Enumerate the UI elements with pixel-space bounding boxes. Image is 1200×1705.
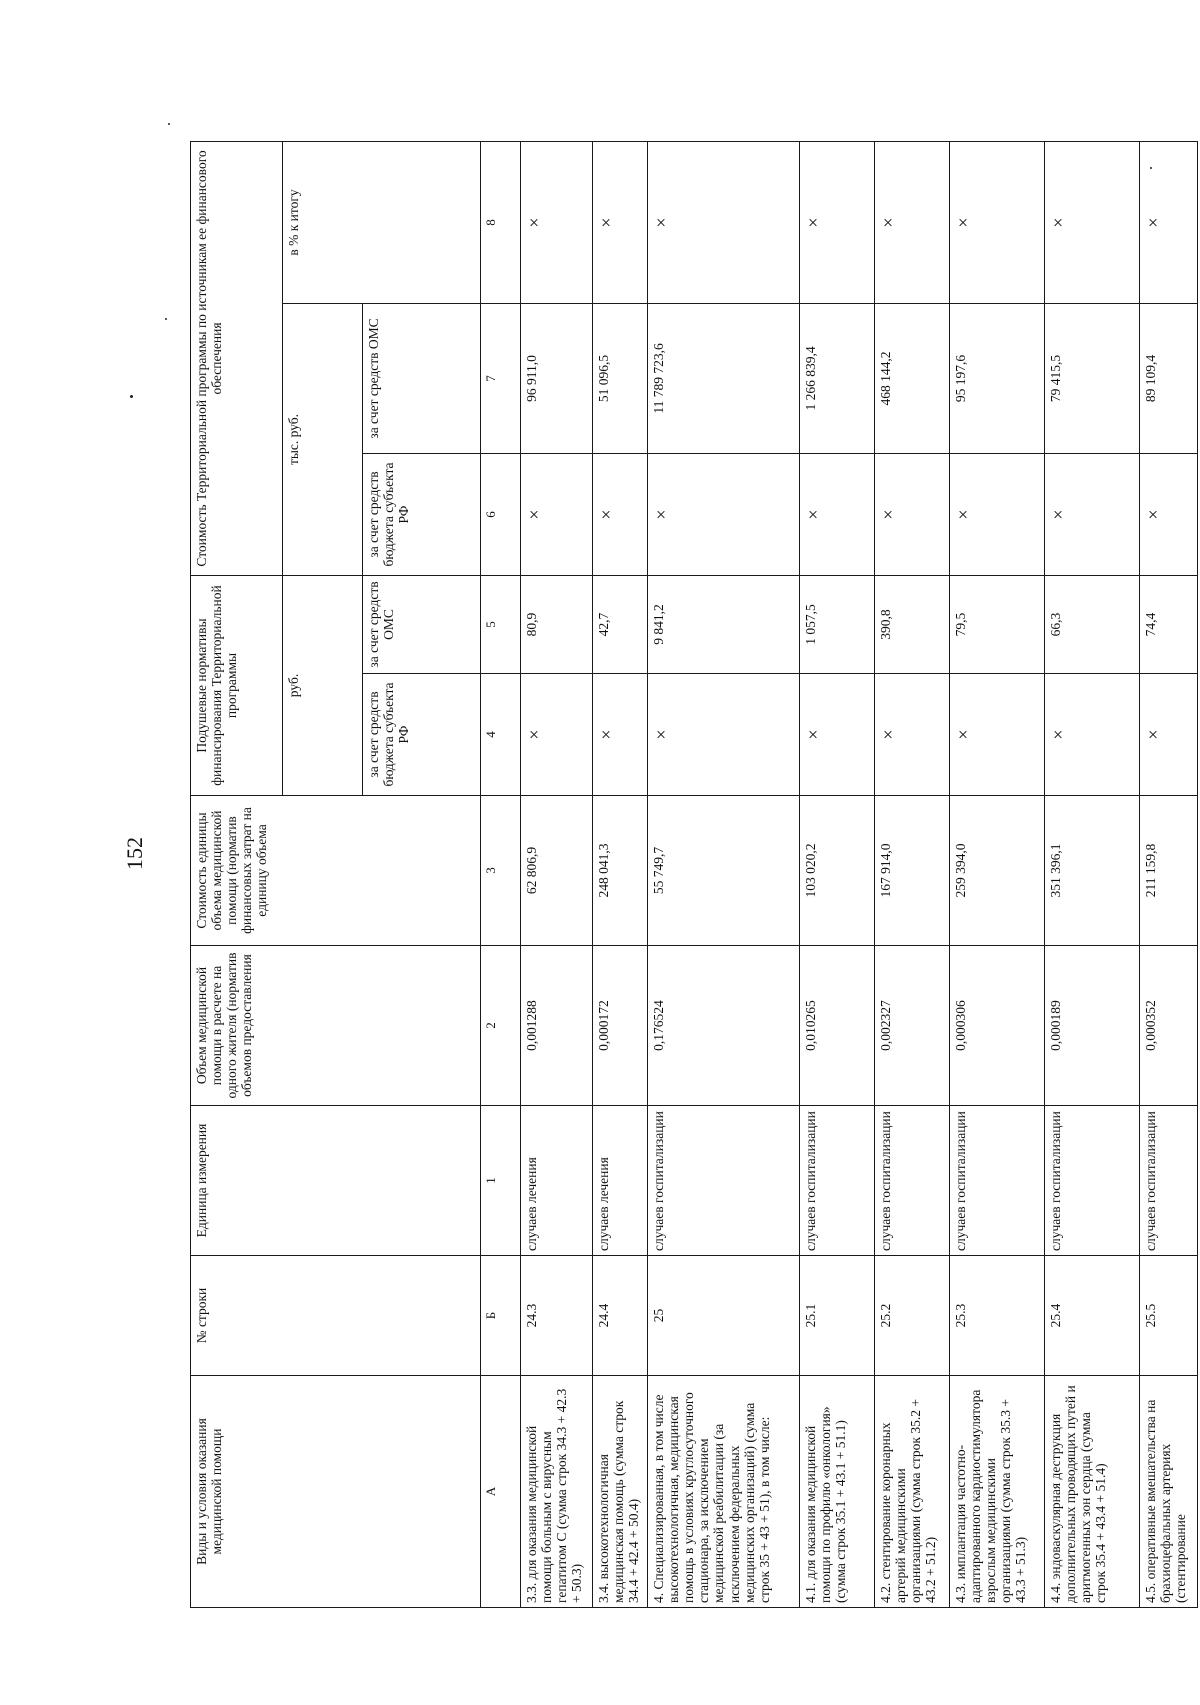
row-line-number: 25.2 [875, 1256, 950, 1376]
row-name: 3.4. высокотехнологичная медицинская помощь (сумма строк 34.4 + 42.4 + 50.4) [593, 1376, 648, 1608]
row-unit: случаев госпитализации [800, 1106, 875, 1256]
row-pct: × [1140, 141, 1198, 303]
row-name: 4.5. оперативные вмешательства на брахиоцефальных артериях (стентирование [1140, 1376, 1198, 1608]
row-oms-rub: 79,5 [950, 575, 1045, 673]
row-unit: случаев госпитализации [648, 1106, 800, 1256]
table-row [521, 141, 593, 1607]
row-cost: 55 749,7 [648, 796, 800, 946]
row-unit: случаев госпитализации [1045, 1106, 1140, 1256]
row-budget-rub: × [875, 674, 950, 796]
header-col-b: № строки [191, 1256, 481, 1376]
row-unit: случаев госпитализации [1140, 1106, 1198, 1256]
row-line-number: 25.1 [800, 1256, 875, 1376]
table-row [875, 141, 950, 1607]
page-number: 152 [122, 837, 147, 870]
row-volume: 0,000306 [950, 946, 1045, 1106]
row-oms-tys: 468 144,2 [875, 303, 950, 453]
row-name: 4. Специализированная, в том числе высокотехнологичная, медицинская помощь в условиях круглосуточного стационара, за исключением медицинской реабилитации (за исключением федеральных медицинских организаций) (сумма строк 35 + 43 + 51), в том числе: [648, 1376, 800, 1608]
column-number: Б [481, 1256, 521, 1376]
row-pct: × [875, 141, 950, 303]
row-cost: 351 396,1 [1045, 796, 1140, 946]
row-cost: 62 806,9 [521, 796, 593, 946]
row-unit: случаев лечения [521, 1106, 593, 1256]
row-budget-tys: × [593, 453, 648, 575]
header-budget-tys: за счет средств бюджета субъекта РФ [363, 453, 481, 575]
row-oms-rub: 9 841,2 [648, 575, 800, 673]
header-col-1: Единица измерения [191, 1106, 481, 1256]
row-oms-tys: 51 096,5 [593, 303, 648, 453]
row-pct: × [648, 141, 800, 303]
row-oms-rub: 390,8 [875, 575, 950, 673]
row-budget-tys: × [875, 453, 950, 575]
row-budget-tys: × [800, 453, 875, 575]
row-cost: 103 020,2 [800, 796, 875, 946]
row-oms-rub: 74,4 [1140, 575, 1198, 673]
header-budget-rub: за счет средств бюджета субъекта РФ [363, 674, 481, 796]
row-volume: 0,000172 [593, 946, 648, 1106]
column-number: А [481, 1376, 521, 1608]
header-oms-rub: за счет средств ОМС [363, 575, 481, 673]
row-oms-tys: 89 109,4 [1140, 303, 1198, 453]
row-cost: 248 041,3 [593, 796, 648, 946]
table-row [950, 141, 1045, 1607]
row-oms-tys: 11 789 723,6 [648, 303, 800, 453]
row-line-number: 25.3 [950, 1256, 1045, 1376]
column-number: 6 [481, 453, 521, 575]
column-number: 8 [481, 141, 521, 303]
row-volume: 0,000189 [1045, 946, 1140, 1106]
scan-speck [165, 318, 167, 320]
row-line-number: 24.3 [521, 1256, 593, 1376]
row-budget-tys: × [1045, 453, 1140, 575]
row-pct: × [950, 141, 1045, 303]
table-row [800, 141, 875, 1607]
table-row [1045, 141, 1140, 1607]
column-number: 5 [481, 575, 521, 673]
row-name: 4.2. стентирование коронарных артерий медицинскими организациями (сумма строк 35.2 + 43.2 + 51.2) [875, 1376, 950, 1608]
row-volume: 0,010265 [800, 946, 875, 1106]
row-budget-tys: × [1140, 453, 1198, 575]
row-line-number: 25.4 [1045, 1256, 1140, 1376]
row-unit: случаев лечения [593, 1106, 648, 1256]
row-budget-rub: × [1045, 674, 1140, 796]
column-number: 3 [481, 796, 521, 946]
row-pct: × [521, 141, 593, 303]
row-oms-rub: 42,7 [593, 575, 648, 673]
rotated-table-wrapper [190, 142, 1189, 1608]
row-cost: 211 159,8 [1140, 796, 1198, 946]
header-col-45: Подушевые нормативы финансирования Территориальной программы [191, 575, 283, 795]
column-number-row [481, 141, 521, 1607]
row-oms-tys: 96 911,0 [521, 303, 593, 453]
row-volume: 0,002327 [875, 946, 950, 1106]
row-oms-rub: 66,3 [1045, 575, 1140, 673]
row-budget-tys: × [648, 453, 800, 575]
row-cost: 167 914,0 [875, 796, 950, 946]
header-rub: руб. [283, 575, 363, 795]
table-row [593, 141, 648, 1607]
header-pct: в % к итогу [283, 141, 481, 303]
scan-speck [168, 123, 170, 125]
row-cost: 259 394,0 [950, 796, 1045, 946]
row-oms-rub: 1 057,5 [800, 575, 875, 673]
row-pct: × [1045, 141, 1140, 303]
row-line-number: 25.5 [1140, 1256, 1198, 1376]
row-line-number: 24.4 [593, 1256, 648, 1376]
header-oms-tys: за счет средств ОМС [363, 303, 481, 453]
header-col-2: Объем медицинской помощи в расчете на одного жителя (норматив объемов предоставления [191, 946, 481, 1106]
table-row [1140, 141, 1198, 1607]
row-budget-rub: × [950, 674, 1045, 796]
header-tys-rub: тыс. руб. [283, 303, 363, 575]
row-volume: 0,176524 [648, 946, 800, 1106]
header-col-678: Стоимость Территориальной программы по источникам ее финансового обеспечения [191, 141, 283, 575]
table-row [648, 141, 800, 1607]
row-budget-rub: × [593, 674, 648, 796]
row-budget-rub: × [1140, 674, 1198, 796]
row-oms-rub: 80,9 [521, 575, 593, 673]
column-number: 2 [481, 946, 521, 1106]
row-oms-tys: 79 415,5 [1045, 303, 1140, 453]
row-budget-tys: × [950, 453, 1045, 575]
column-number: 4 [481, 674, 521, 796]
row-line-number: 25 [648, 1256, 800, 1376]
scan-speck [130, 395, 133, 398]
row-budget-rub: × [648, 674, 800, 796]
row-name: 4.3. имплантация частотно-адаптированного кардиостимулятора взрослым медицинскими организациями (сумма строк 35.3 + 43.3 + 51.3) [950, 1376, 1045, 1608]
column-number: 7 [481, 303, 521, 453]
row-unit: случаев госпитализации [950, 1106, 1045, 1256]
row-name: 3.3. для оказания медицинской помощи больным с вирусным гепатитом С (сумма строк 34.3 + 42.3 + 50.3) [521, 1376, 593, 1608]
row-oms-tys: 1 266 839,4 [800, 303, 875, 453]
row-name: 4.4. эндоваскулярная деструкция дополнительных проводящих путей и аритмогенных зон сердца (сумма строк 35.4 + 43.4 + 51.4) [1045, 1376, 1140, 1608]
row-pct: × [593, 141, 648, 303]
header-col-3: Стоимость единицы объема медицинской помощи (норматив финансовых затрат на единицу объема [191, 796, 481, 946]
row-name: 4.1. для оказания медицинской помощи по профилю «онкология» (сумма строк 35.1 + 43.1 + 51.1) [800, 1376, 875, 1608]
header-col-a: Виды и условия оказания медицинской помощи [191, 1376, 481, 1608]
row-volume: 0,000352 [1140, 946, 1198, 1106]
row-budget-rub: × [800, 674, 875, 796]
row-unit: случаев госпитализации [875, 1106, 950, 1256]
header-row-1 [191, 141, 283, 1607]
row-budget-tys: × [521, 453, 593, 575]
row-budget-rub: × [521, 674, 593, 796]
column-number: 1 [481, 1106, 521, 1256]
financing-table [190, 141, 1198, 1608]
row-oms-tys: 95 197,6 [950, 303, 1045, 453]
row-pct: × [800, 141, 875, 303]
row-volume: 0,001288 [521, 946, 593, 1106]
